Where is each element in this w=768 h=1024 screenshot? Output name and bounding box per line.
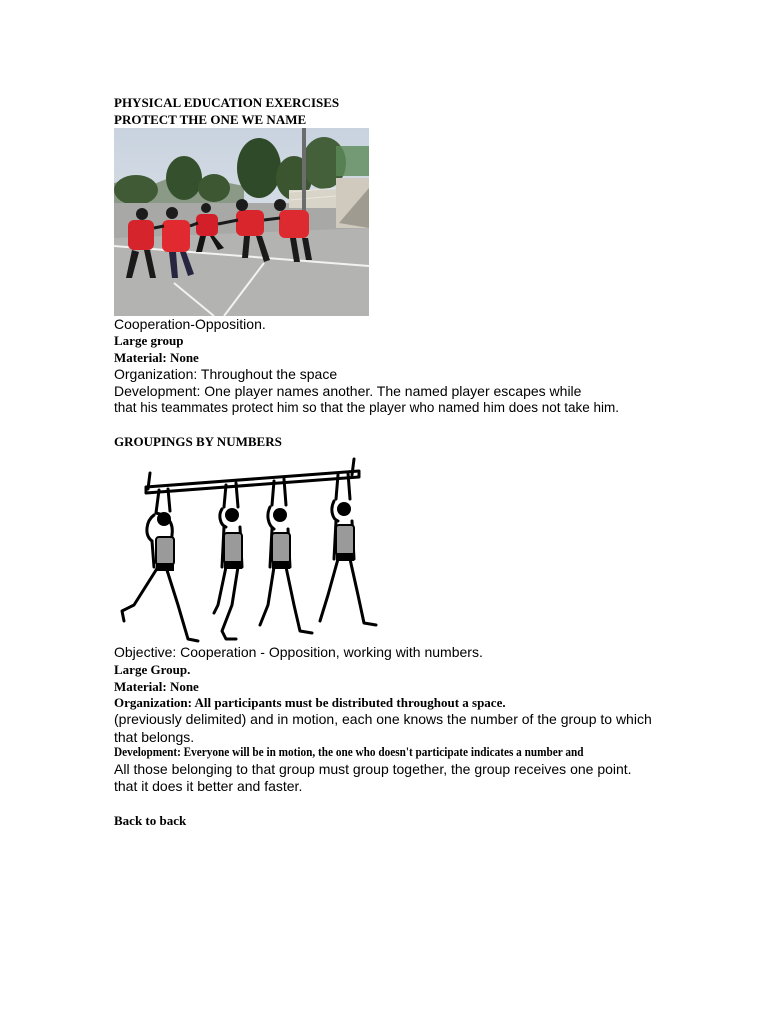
doc-title-line-1: PHYSICAL EDUCATION EXERCISES	[114, 95, 340, 110]
ex2-line-9: that it does it better and faster.	[114, 778, 303, 794]
ex2-line-7: Development: Everyone will be in motion, the one who doesn't participate indicates a number and	[114, 745, 584, 759]
section-heading-back-to-back: Back to back	[114, 813, 187, 828]
ex2-line-8: All those belonging to that group must group together, the group receives one point.	[114, 761, 632, 777]
students-playing-photo	[114, 128, 369, 316]
ex2-line-4: Organization: All participants must be distributed throughout a space.	[114, 695, 506, 710]
ex2-line-1: Objective: Cooperation - Opposition, working with numbers.	[114, 644, 483, 660]
ex2-line-2: Large Group.	[114, 662, 191, 677]
ex2-line-6: that belongs.	[114, 729, 195, 745]
ex2-line-5: (previously delimited) and in motion, each one knows the number of the group to which	[114, 711, 652, 727]
ex1-line-2: Large group	[114, 333, 184, 348]
section-heading-groupings: GROUPINGS BY NUMBERS	[114, 434, 282, 449]
ex1-line-5: Development: One player names another. The named player escapes while	[114, 383, 582, 399]
ex1-line-4: Organization: Throughout the space	[114, 366, 338, 382]
ex1-line-3: Material: None	[114, 350, 199, 365]
children-hanging-bar-drawing	[114, 455, 384, 647]
ex1-line-6: that his teammates protect him so that the player who named him does not take him.	[114, 400, 620, 415]
ex2-line-3: Material: None	[114, 679, 199, 694]
doc-title-line-2: PROTECT THE ONE WE NAME	[114, 112, 307, 127]
ex1-line-1: Cooperation-Opposition.	[114, 316, 266, 332]
